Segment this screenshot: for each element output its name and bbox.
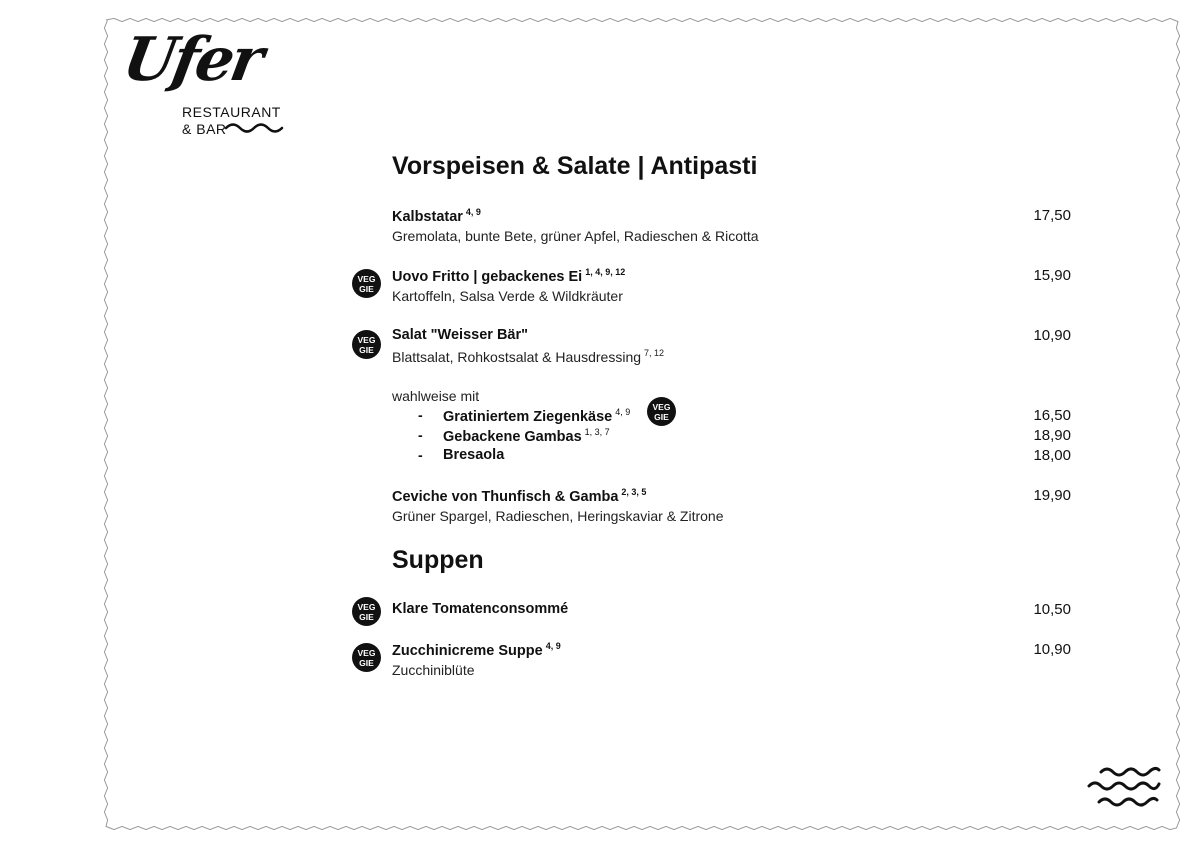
allergen-codes: 1, 4, 9, 12: [585, 267, 626, 277]
option-item-name: Bresaola: [443, 447, 505, 463]
allergen-codes: 7, 12: [644, 348, 665, 358]
menu-item-name: Ceviche von Thunfisch & Gamba $^{2, 3, 5}$: [392, 487, 647, 505]
menu-item-description: Blattsalat, Rohkostsalat & Hausdressing $^{7, 12}$: [392, 348, 665, 365]
option-dash: -: [418, 447, 423, 463]
menu-item-description: Kartoffeln, Salsa Verde & Wildkräuter: [392, 288, 623, 304]
veggie-badge-icon: VEG GIE: [647, 397, 676, 426]
option-dash: -: [418, 427, 423, 443]
veggie-badge-icon: VEG GIE: [352, 597, 381, 626]
allergen-codes: 1, 3, 7: [584, 427, 610, 437]
allergen-codes: 2, 3, 5: [621, 487, 647, 497]
logo-restaurant-text: RESTAURANT: [182, 104, 281, 120]
menu-item-price: 10,90: [1033, 327, 1071, 344]
menu-item-description: Zucchiniblüte: [392, 662, 475, 678]
options-intro: wahlweise mit: [392, 388, 480, 404]
wave-decoration-icon: [1085, 764, 1163, 810]
menu-item-price: 10,50: [1033, 601, 1071, 618]
veggie-badge-icon: VEG GIE: [352, 269, 381, 298]
allergen-codes: 4, 9: [465, 207, 481, 217]
veggie-badge-icon: VEG GIE: [352, 330, 381, 359]
menu-item-name: Kalbstatar $^{4, 9}$: [392, 207, 481, 225]
allergen-codes: 4, 9: [545, 641, 561, 651]
section-title-soups: Suppen: [392, 546, 484, 574]
option-item-price: 18,00: [1033, 447, 1071, 464]
menu-item-description: Gremolata, bunte Bete, grüner Apfel, Radieschen & Ricotta: [392, 228, 759, 244]
restaurant-logo: [117, 25, 293, 146]
option-item-price: 16,50: [1033, 407, 1071, 424]
option-item-price: 18,90: [1033, 427, 1071, 444]
option-item-name: Gebackene Gambas $^{1, 3, 7}$: [443, 427, 610, 445]
section-title-starters: Vorspeisen & Salate | Antipasti: [392, 152, 758, 180]
menu-item-price: 19,90: [1033, 487, 1071, 504]
menu-item-description: Grüner Spargel, Radieschen, Heringskaviar & Zitrone: [392, 508, 724, 524]
menu-item-name: Klare Tomatenconsommé: [392, 601, 569, 617]
menu-item-name: Uovo Fritto | gebackenes Ei $^{1, 4, 9, 12}$: [392, 267, 626, 285]
logo-bar-text: & BAR: [182, 121, 227, 137]
logo-wave-icon: [224, 120, 286, 134]
option-dash: -: [418, 407, 423, 423]
option-item-name: Gratiniertem Ziegenkäse $^{4, 9}$: [443, 407, 631, 425]
allergen-codes: 4, 9: [615, 407, 631, 417]
menu-item-name: Salat "Weisser Bär": [392, 327, 528, 343]
logo-script-text: Ufer: [117, 25, 267, 95]
veggie-badge-icon: VEG GIE: [352, 643, 381, 672]
menu-item-price: 15,90: [1033, 267, 1071, 284]
menu-item-name: Zucchinicreme Suppe $^{4, 9}$: [392, 641, 561, 659]
menu-item-price: 17,50: [1033, 207, 1071, 224]
menu-item-price: 10,90: [1033, 641, 1071, 658]
